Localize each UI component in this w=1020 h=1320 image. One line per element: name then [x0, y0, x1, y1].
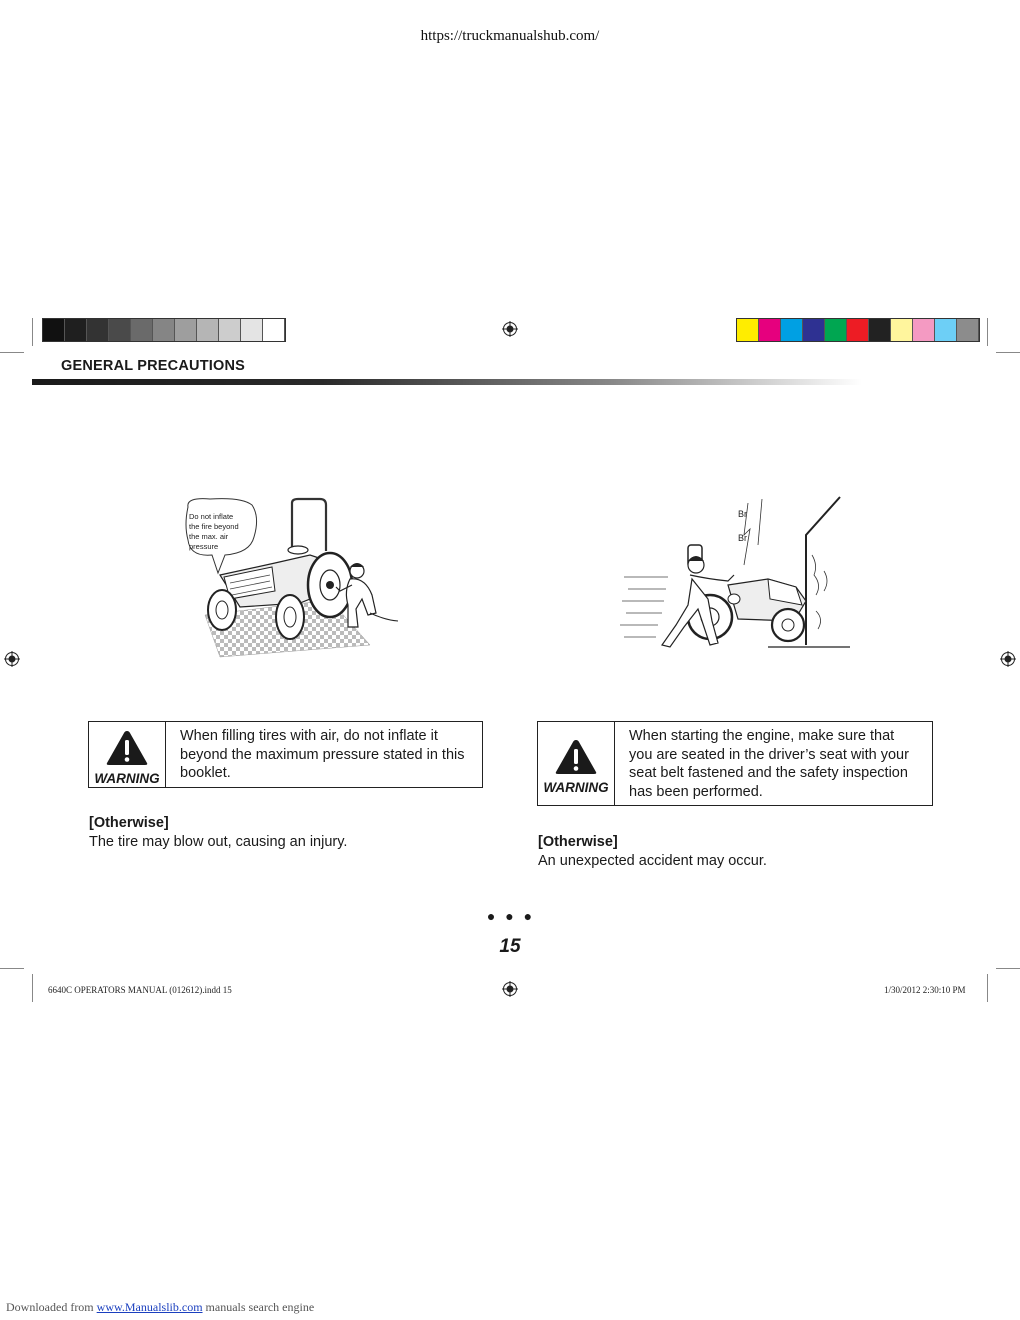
color-swatch — [847, 319, 869, 341]
grayscale-calibration-bar — [42, 318, 286, 342]
engine-start-illustration — [618, 495, 858, 660]
grayscale-swatch — [263, 319, 285, 341]
crop-mark — [0, 352, 24, 353]
warning-text: When starting the engine, make sure that you are seated in the driver’s seat with your seat belt fastened and the safety inspection has been performed. — [629, 728, 909, 800]
registration-mark-icon — [4, 651, 20, 667]
grayscale-swatch — [241, 319, 263, 341]
header-gradient-rule — [32, 379, 862, 385]
color-swatch — [803, 319, 825, 341]
section-title: GENERAL PRECAUTIONS — [61, 358, 245, 374]
color-swatch — [737, 319, 759, 341]
color-swatch — [891, 319, 913, 341]
color-swatch — [935, 319, 957, 341]
crop-mark — [987, 974, 988, 1002]
warning-text: When filling tires with air, do not inflate it beyond the maximum pressure stated in this booklet. — [180, 728, 465, 781]
color-swatch — [781, 319, 803, 341]
otherwise-heading: [Otherwise] — [89, 815, 169, 831]
grayscale-swatch — [65, 319, 87, 341]
page-dots: ● ● ● — [486, 908, 536, 924]
warning-icon-cell — [538, 722, 615, 805]
warning-triangle-icon — [554, 738, 598, 776]
color-swatch — [913, 319, 935, 341]
file-slug: 6640C OPERATORS MANUAL (012612).indd 15 — [48, 985, 232, 995]
registration-mark-icon — [1000, 651, 1016, 667]
footer-suffix: manuals search engine — [202, 1300, 315, 1314]
warning-label: WARNING — [94, 770, 160, 786]
crop-mark — [996, 968, 1020, 969]
otherwise-heading: [Otherwise] — [538, 834, 618, 850]
color-calibration-bar — [736, 318, 980, 342]
crop-mark — [0, 968, 24, 969]
registration-mark-icon — [502, 981, 518, 997]
color-swatch — [957, 319, 979, 341]
crop-mark — [987, 318, 988, 346]
registration-mark-icon — [502, 321, 518, 337]
color-swatch — [825, 319, 847, 341]
otherwise-text: An unexpected accident may occur. — [538, 853, 767, 869]
grayscale-swatch — [109, 319, 131, 341]
crop-mark — [32, 318, 33, 346]
tire-inflation-illustration — [180, 495, 410, 660]
warning-triangle-icon — [105, 729, 149, 767]
grayscale-swatch — [153, 319, 175, 341]
manualslib-link[interactable]: www.Manualslib.com — [96, 1300, 203, 1314]
sound-effect-text: Br — [738, 533, 747, 543]
crop-mark — [996, 352, 1020, 353]
color-swatch — [869, 319, 891, 341]
date-slug: 1/30/2012 2:30:10 PM — [884, 985, 966, 995]
source-url: https://truckmanualshub.com/ — [420, 28, 600, 44]
warning-icon-cell — [89, 722, 166, 787]
grayscale-swatch — [197, 319, 219, 341]
otherwise-text: The tire may blow out, causing an injury. — [89, 834, 348, 850]
warning-box-engine-start — [537, 721, 933, 806]
warning-label: WARNING — [543, 780, 609, 795]
grayscale-swatch — [131, 319, 153, 341]
footer-prefix: Downloaded from — [6, 1300, 97, 1314]
grayscale-swatch — [175, 319, 197, 341]
grayscale-swatch — [43, 319, 65, 341]
crop-mark — [32, 974, 33, 1002]
speech-bubble-text: Do not inflate the fire beyond the max. air pressure — [189, 512, 239, 551]
color-swatch — [759, 319, 781, 341]
page-number: 15 — [499, 936, 521, 957]
sound-effect-text: Br — [738, 509, 747, 519]
warning-box-tire — [88, 721, 483, 788]
grayscale-swatch — [219, 319, 241, 341]
grayscale-swatch — [87, 319, 109, 341]
download-footer — [6, 1300, 314, 1315]
